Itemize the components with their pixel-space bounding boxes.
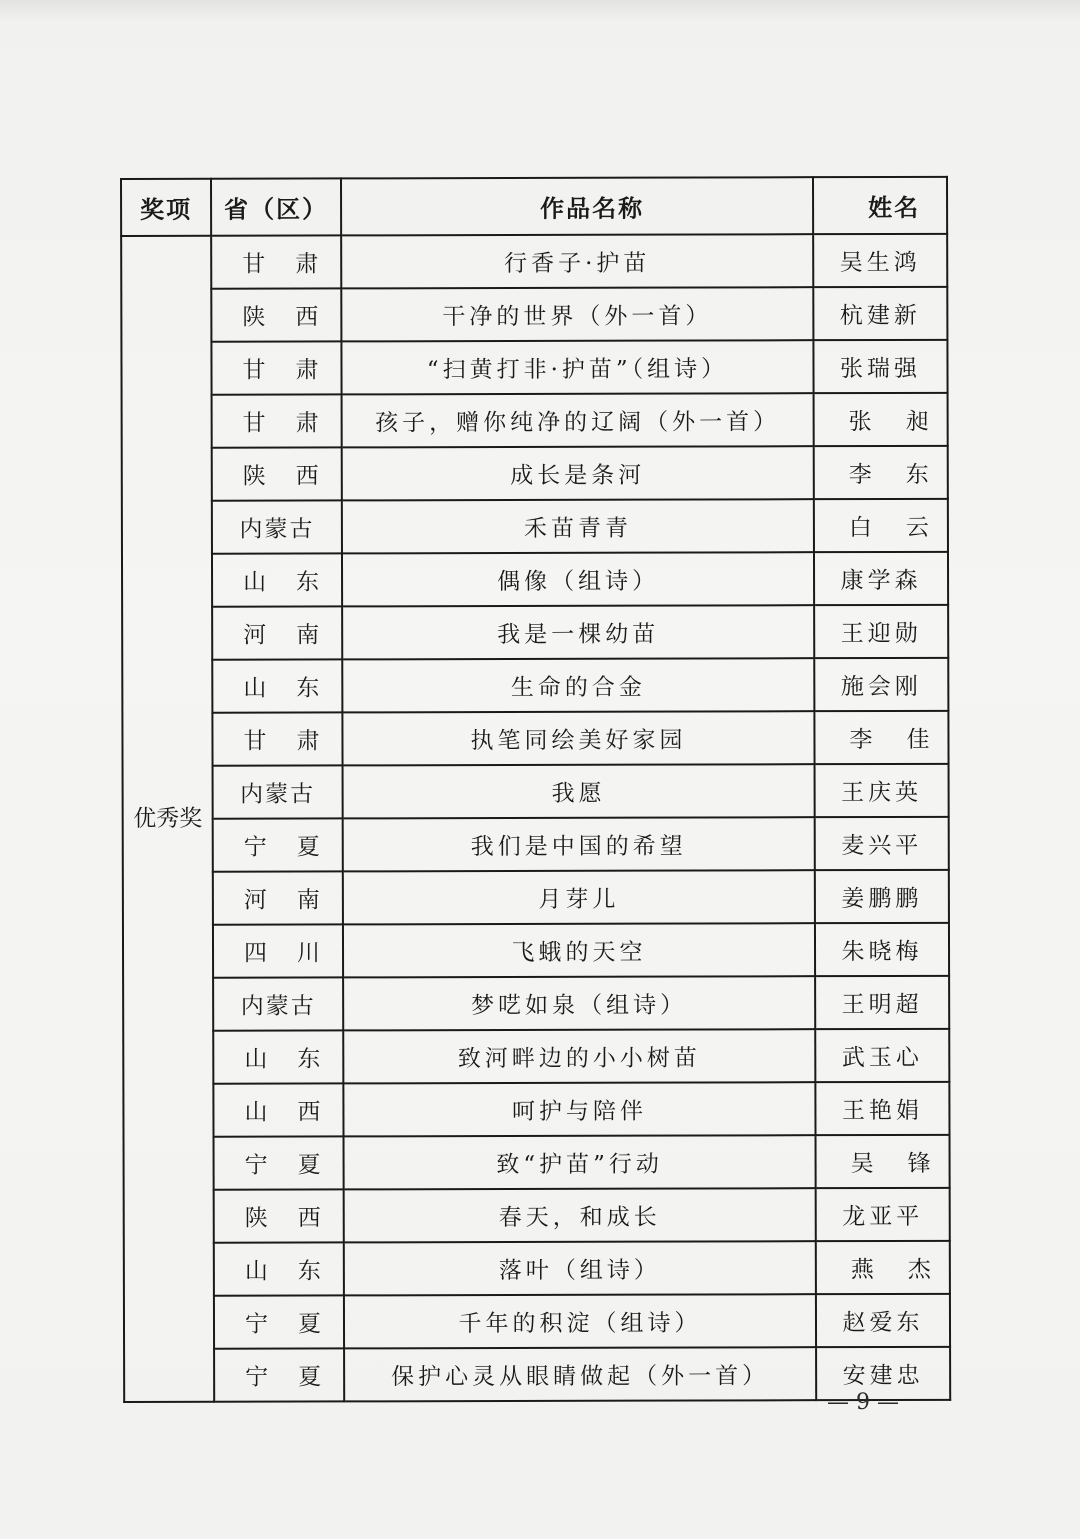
title-cell: 禾苗青青 [342, 499, 814, 553]
name-cell: 姜鹏鹏 [815, 870, 949, 923]
name-cell: 李东 [814, 446, 948, 499]
name-cell: 吴锋 [816, 1135, 950, 1188]
table-row [123, 1029, 949, 1084]
province-cell: 山西 [213, 1083, 343, 1136]
province-cell: 甘肃 [212, 394, 342, 447]
name-cell: 燕杰 [816, 1241, 950, 1294]
title-cell: 飞蛾的天空 [343, 923, 815, 977]
title-cell: 春天，和成长 [344, 1188, 816, 1242]
title-cell: 成长是条河 [342, 446, 814, 500]
name-cell: 张昶 [814, 393, 948, 446]
table-row [122, 552, 948, 607]
name-cell: 白云 [814, 499, 948, 552]
header-title: 作品名称 [341, 177, 813, 235]
province-cell: 山东 [212, 553, 342, 606]
table-row [123, 870, 949, 925]
table-row [121, 340, 947, 395]
name-cell: 朱晓梅 [815, 923, 949, 976]
title-cell: 千年的积淀（组诗） [344, 1294, 816, 1348]
name-cell: 杭建新 [813, 287, 947, 340]
province-cell: 宁夏 [214, 1348, 344, 1401]
province-cell: 内蒙古 [213, 977, 343, 1030]
title-cell: 行香子·护苗 [341, 234, 813, 288]
name-cell: 龙亚平 [816, 1188, 950, 1241]
province-cell: 甘肃 [212, 712, 342, 765]
name-cell: 王艳娟 [815, 1082, 949, 1135]
name-cell: 王庆英 [815, 764, 949, 817]
table-row [121, 287, 947, 342]
table-row [121, 234, 947, 289]
table-header-row [121, 177, 947, 236]
name-cell: 安建忠 [816, 1347, 950, 1400]
province-cell: 内蒙古 [212, 500, 342, 553]
title-cell: 偶像（组诗） [342, 552, 814, 606]
page-number: — 9 — [827, 1390, 899, 1415]
header-award: 奖项 [121, 179, 211, 236]
scan-top-shadow [0, 0, 1080, 22]
table-body [121, 234, 965, 1402]
title-cell: 致河畔边的小小树苗 [343, 1029, 815, 1083]
table-row [122, 658, 948, 713]
title-cell: 孩子，赠你纯净的辽阔（外一首） [342, 393, 814, 447]
title-cell: 我愿 [343, 764, 815, 818]
table-row [124, 1241, 950, 1296]
name-cell: 武玉心 [815, 1029, 949, 1082]
province-cell: 甘肃 [211, 235, 341, 288]
name-cell: 施会刚 [814, 658, 948, 711]
province-cell: 宁夏 [214, 1136, 344, 1189]
title-cell: 执笔同绘美好家园 [342, 711, 814, 765]
title-cell: 我是一棵幼苗 [342, 605, 814, 659]
name-cell: 康学森 [814, 552, 948, 605]
title-cell: 干净的世界（外一首） [341, 287, 813, 341]
province-cell: 河南 [213, 871, 343, 924]
table-row [123, 976, 949, 1031]
table-row [122, 605, 948, 660]
table-row [123, 764, 949, 819]
table-row [122, 499, 948, 554]
table-row [124, 1294, 950, 1349]
title-cell: 保护心灵从眼睛做起（外一首） [344, 1347, 816, 1401]
title-cell: 月芽儿 [343, 870, 815, 924]
title-cell: 呵护与陪伴 [343, 1082, 815, 1136]
province-cell: 陕西 [212, 447, 342, 500]
title-cell: 落叶（组诗） [344, 1241, 816, 1295]
awards-table [120, 176, 965, 1403]
province-cell: 山东 [213, 1030, 343, 1083]
province-cell: 山东 [214, 1242, 344, 1295]
name-cell: 张瑞强 [813, 340, 947, 393]
province-cell: 宁夏 [214, 1295, 344, 1348]
table-row [123, 923, 949, 978]
title-cell: 梦呓如泉（组诗） [343, 976, 815, 1030]
province-cell: 河南 [212, 606, 342, 659]
province-cell: 宁夏 [213, 818, 343, 871]
title-cell: “扫黄打非·护苗”（组诗） [341, 340, 813, 394]
award-group-cell: 优秀奖 [121, 236, 214, 1402]
table-row [122, 393, 948, 448]
table-row [122, 446, 948, 501]
province-cell: 内蒙古 [213, 765, 343, 818]
name-cell: 赵爱东 [816, 1294, 950, 1347]
table-row [124, 1188, 950, 1243]
province-cell: 甘肃 [211, 341, 341, 394]
title-cell: 致“护苗”行动 [344, 1135, 816, 1189]
province-cell: 陕西 [211, 288, 341, 341]
table-row [123, 1082, 949, 1137]
table-row [123, 817, 949, 872]
name-cell: 李佳 [814, 711, 948, 764]
province-cell: 陕西 [214, 1189, 344, 1242]
name-cell: 王明超 [815, 976, 949, 1029]
table-row [124, 1135, 950, 1190]
header-province: 省（区） [211, 178, 341, 235]
title-cell: 我们是中国的希望 [343, 817, 815, 871]
header-name: 姓名 [813, 177, 947, 234]
table-row [122, 711, 948, 766]
title-cell: 生命的合金 [342, 658, 814, 712]
name-cell: 麦兴平 [815, 817, 949, 870]
name-cell: 吴生鸿 [813, 234, 947, 287]
province-cell: 四川 [213, 924, 343, 977]
province-cell: 山东 [212, 659, 342, 712]
name-cell: 王迎勋 [814, 605, 948, 658]
